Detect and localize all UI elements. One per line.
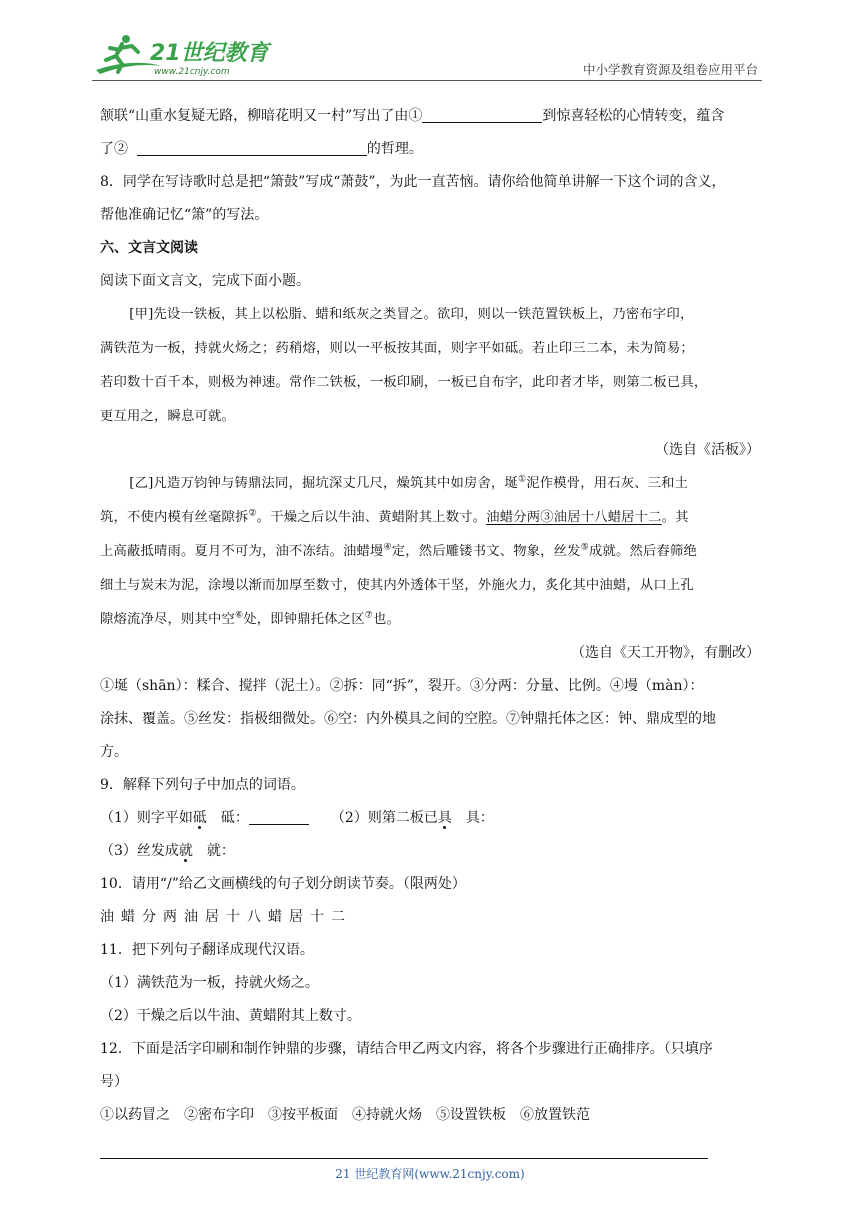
platform-name: 中小学教育资源及组卷应用平台 (582, 62, 758, 77)
page-header (92, 30, 762, 82)
exam-content (100, 100, 760, 1132)
q12-stem-line2: 号） (100, 1074, 128, 1090)
runner-logo-icon (92, 30, 272, 82)
source-b: （选自《天工开物》，有删改） (571, 645, 760, 661)
step-item: ②密布字印 (184, 1107, 254, 1123)
step-item: ④持就火炀 (352, 1107, 422, 1123)
q11-stem: 11．把下列句子翻译成现代汉语。 (100, 942, 314, 958)
underlined-sentence: 油蜡分两③油居十八蜡居十二 (486, 510, 662, 525)
section-instruction: 阅读下面文言文，完成下面小题。 (100, 273, 310, 289)
q11-item-2: （2）干燥之后以牛油、黄蜡附其上数寸。 (100, 1008, 361, 1024)
answer-blank-1[interactable] (422, 104, 542, 123)
classical-text-b: [乙]凡造万钧钟与铸鼎法同，掘坑深丈几尺，燥筑其中如房舍，埏①泥作模骨，用石灰、三和土 筑，不使内模有丝毫隙拆②。干燥之后以牛油、黄蜡附其上数寸。油蜡分两③油居十八蜡居十二。其 上高蔽抵晴雨。夏月不可为，油不冻结。油蜡墁④定，然后雕镂书文、物象，丝发⑤成就。然后舂筛绝 细土与炭末为泥，涂墁以渐而加厚至数寸，使其内外透体干坚，外施火力，炙化其中油蜡，从口上孔 隙熔流净尽，则其中空⑥处，即钟鼎托体之区⑦也。 (100, 474, 697, 627)
notes-line1: ①埏（shān）：糅合、搅拌（泥土）。②拆：同“拆”，裂开。③分两：分量、比例。④墁（màn）： (100, 678, 704, 694)
q9-stem: 9．解释下列句子中加点的词语。 (100, 777, 305, 793)
q8-line1: 8．同学在写诗歌时总是把“箫鼓”写成“萧鼓”，为此一直苦恼。请你给他简单讲解一下这个词的含义， (100, 174, 726, 190)
answer-blank-q9-1[interactable] (249, 806, 309, 825)
notes-line3: 方。 (100, 744, 128, 760)
answer-blank-2[interactable] (137, 137, 367, 156)
q11-item-1: （1）满铁范为一板，持就火炀之。 (100, 975, 319, 991)
q7-continuation-line2: 了② 的哲理。 (100, 133, 760, 166)
dotted-word: 具 (437, 810, 452, 826)
header-divider (92, 80, 762, 81)
step-item: ⑥放置铁范 (520, 1107, 590, 1123)
q9-item-3: （3）丝发成就 就： (100, 843, 235, 859)
footer-link[interactable]: 21 世纪教育网(www.21cnjy.com) (335, 1167, 525, 1181)
source-a: （选自《活板》） (655, 442, 760, 458)
logo-text: 21世纪教育 (150, 41, 269, 66)
q7-continuation-line1: 颔联“山重水复疑无路，柳暗花明又一村”写出了由① 到惊喜轻松的心情转变，蕴含 (100, 100, 760, 133)
dotted-word: 就 (178, 843, 193, 859)
site-logo[interactable] (92, 30, 272, 82)
step-item: ①以药冒之 (100, 1107, 170, 1123)
notes-line2: 涂抹、覆盖。⑤丝发：指极细微处。⑥空：内外模具之间的空腔。⑦钟鼎托体之区：钟、鼎成型的地 (100, 711, 716, 727)
section-title: 六、文言文阅读 (100, 240, 198, 256)
q10-sentence: 油蜡分两油居十八蜡居十二 (100, 909, 352, 925)
q8-line2: 帮他准确记忆“箫”的写法。 (100, 207, 269, 223)
classical-text-a: [甲]先设一铁板，其上以松脂、蜡和纸灰之类冒之。欲印，则以一铁范置铁板上，乃密布字印， 满铁范为一板，持就火炀之；药稍熔，则以一平板按其面，则字平如砥。若止印三二本，未为简易； 若印数十百千本，则极为神速。常作二铁板，一板印刷，一板已自布字，此印者才毕，则第二板已具， 更互用之，瞬息可就。 (100, 307, 708, 424)
logo-url: www.21cnjy.com (154, 67, 230, 77)
footer-divider (100, 1158, 708, 1159)
q9-items-1-2: （1）则字平如砥 砥： （2）则第二板已具 具： (100, 802, 760, 835)
step-item: ③按平板面 (268, 1107, 338, 1123)
step-item: ⑤设置铁板 (436, 1107, 506, 1123)
q12-steps (100, 1099, 760, 1132)
dotted-word: 砥 (192, 810, 207, 826)
q12-stem-line1: 12．下面是活字印刷和制作钟鼎的步骤，请结合甲乙两文内容，将各个步骤进行正确排序。（只填序 (100, 1041, 713, 1057)
q10-stem: 10．请用“/”给乙文画横线的句子划分朗读节奏。（限两处） (100, 876, 466, 892)
